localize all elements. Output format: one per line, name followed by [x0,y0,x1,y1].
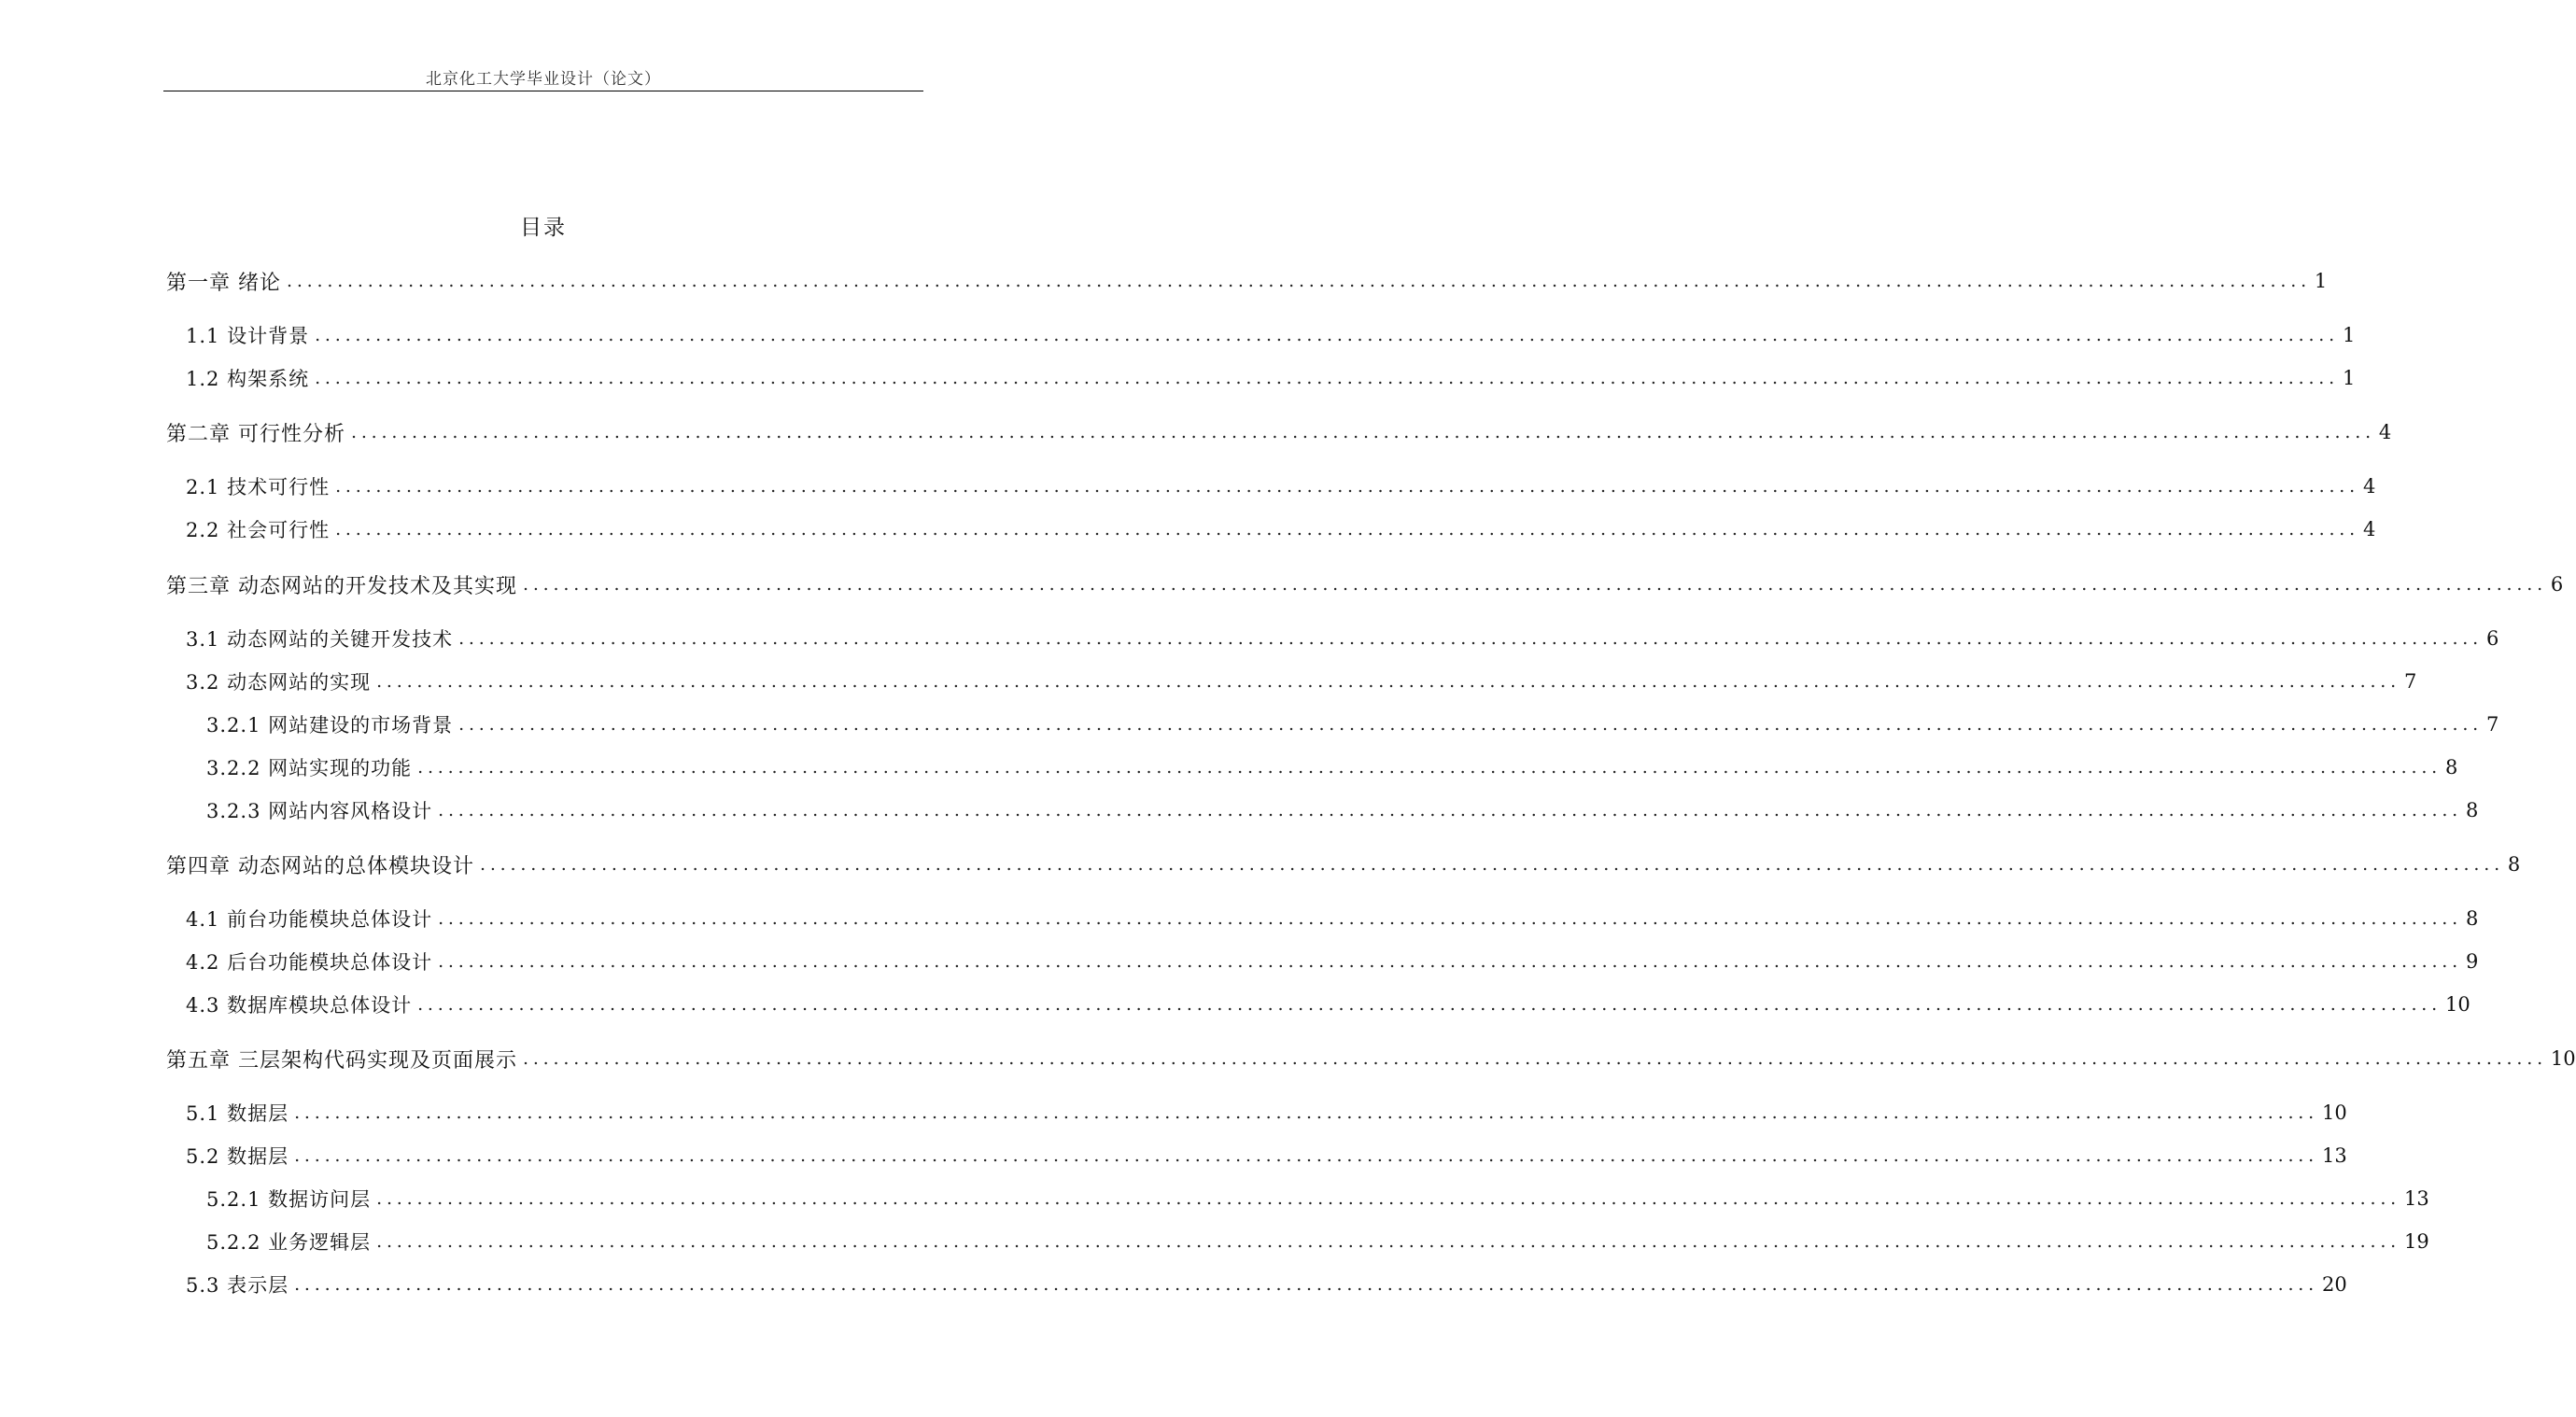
toc-entry-section-1-2[interactable] [186,362,2356,394]
toc-entry-label: 4.3 数据库模块总体设计 [186,994,413,1017]
toc-entry-chapter-4[interactable] [166,849,2521,880]
toc-entry-page: 8 [2507,853,2521,876]
toc-entry-subsection-3-2-1[interactable] [206,708,2499,740]
toc-entry-label: 5.3 表示层 [186,1274,289,1297]
toc-entry-page: 10 [2550,1047,2576,1070]
toc-entry-chapter-2[interactable] [166,416,2392,448]
toc-entry-label: 4.1 前台功能模块总体设计 [186,908,433,931]
toc-dot-leader: ........................................................................................................................................................................................................ [523,574,2547,595]
toc-dot-leader: ........................................................................................................................................................................................................ [287,271,2311,291]
toc-dot-leader: ........................................................................................................................................................................................................ [417,757,2442,778]
toc-dot-leader: ........................................................................................................................................................................................................ [294,1102,2318,1123]
toc-entry-section-4-2[interactable] [186,946,2479,977]
toc-entry-label: 1.2 构架系统 [186,368,310,390]
toc-entry-label: 3.2.1 网站建设的市场背景 [206,714,454,737]
toc-entry-label: 5.2.2 业务逻辑层 [206,1231,372,1254]
toc-entry-label: 第一章 绪论 [166,271,281,295]
toc-dot-leader: ........................................................................................................................................................................................................ [294,1274,2318,1295]
toc-entry-label: 3.1 动态网站的关键开发技术 [186,628,454,651]
toc-dot-leader: ........................................................................................................................................................................................................ [438,951,2462,972]
toc-entry-subsection-3-2-3[interactable] [206,794,2479,826]
toc-entry-label: 第三章 动态网站的开发技术及其实现 [166,574,517,598]
toc-entry-section-4-1[interactable] [186,903,2479,934]
toc-dot-leader: ........................................................................................................................................................................................................ [376,671,2400,692]
toc-entry-page: 1 [2343,367,2356,389]
toc-dot-leader: ........................................................................................................................................................................................................ [335,519,2359,540]
toc-entry-label: 5.1 数据层 [186,1102,289,1125]
toc-entry-chapter-5[interactable] [166,1043,2576,1074]
toc-entry-label: 4.2 后台功能模块总体设计 [186,951,433,974]
toc-dot-leader: ........................................................................................................................................................................................................ [458,628,2483,649]
toc-dot-leader: ........................................................................................................................................................................................................ [417,994,2442,1015]
toc-entry-page: 6 [2550,573,2564,596]
running-header: 北京化工大学毕业设计（论文） [426,70,661,89]
toc-entry-label: 5.2.1 数据访问层 [206,1188,372,1211]
toc-entry-page: 20 [2322,1273,2347,1296]
toc-entry-page: 4 [2378,421,2392,443]
toc-dot-leader: ........................................................................................................................................................................................................ [315,368,2339,388]
toc-entry-section-5-1[interactable] [186,1097,2347,1129]
toc-entry-section-2-1[interactable] [186,470,2376,502]
toc-entry-section-3-2[interactable] [186,666,2417,697]
toc-entry-label: 3.2 动态网站的实现 [186,671,372,694]
toc-entry-page: 13 [2404,1187,2429,1210]
toc-dot-leader: ........................................................................................................................................................................................................ [351,422,2375,442]
toc-entry-label: 第四章 动态网站的总体模块设计 [166,854,474,878]
toc-dot-leader: ........................................................................................................................................................................................................ [458,714,2484,735]
toc-dot-leader: ........................................................................................................................................................................................................ [335,476,2359,497]
toc-entry-page: 1 [2343,324,2356,346]
toc-entry-label: 2.1 技术可行性 [186,476,331,498]
toc-entry-subsection-5-2-2[interactable] [206,1226,2429,1257]
toc-entry-page: 7 [2486,713,2499,736]
toc-entry-section-5-3[interactable] [186,1269,2347,1300]
toc-dot-leader: ........................................................................................................................................................................................................ [294,1145,2318,1166]
toc-entry-label: 2.2 社会可行性 [186,519,331,541]
toc-entry-label: 第五章 三层架构代码实现及页面展示 [166,1048,517,1073]
toc-entry-label: 3.2.2 网站实现的功能 [206,757,413,779]
toc-entry-section-5-2[interactable] [186,1140,2347,1171]
toc-entry-chapter-3[interactable] [166,568,2564,600]
toc-entry-page: 8 [2466,907,2479,930]
toc-dot-leader: ........................................................................................................................................................................................................ [438,800,2463,821]
toc-entry-page: 7 [2404,670,2417,693]
toc-dot-leader: ........................................................................................................................................................................................................ [523,1048,2547,1069]
toc-entry-subsection-5-2-1[interactable] [206,1183,2429,1214]
toc-entry-chapter-1[interactable] [166,265,2328,297]
toc-entry-label: 第二章 可行性分析 [166,422,345,446]
toc-dot-leader: ........................................................................................................................................................................................................ [438,908,2462,929]
toc-title: 目录 [520,216,567,240]
toc-entry-page: 10 [2445,993,2470,1016]
toc-dot-leader: ........................................................................................................................................................................................................ [480,854,2504,875]
toc-entry-section-3-1[interactable] [186,623,2499,654]
toc-dot-leader: ........................................................................................................................................................................................................ [376,1188,2401,1209]
toc-entry-page: 13 [2322,1144,2347,1167]
toc-entry-page: 10 [2322,1101,2347,1124]
toc-entry-section-4-3[interactable] [186,989,2470,1020]
toc-entry-page: 9 [2466,950,2479,973]
toc-dot-leader: ........................................................................................................................................................................................................ [376,1231,2401,1252]
toc-entry-page: 6 [2486,627,2499,650]
toc-entry-label: 3.2.3 网站内容风格设计 [206,800,433,822]
toc-dot-leader: ........................................................................................................................................................................................................ [315,325,2339,345]
toc-entry-subsection-3-2-2[interactable] [206,751,2458,783]
toc-entry-section-2-2[interactable] [186,513,2376,545]
toc-entry-page: 8 [2466,799,2479,821]
toc-entry-section-1-1[interactable] [186,319,2356,351]
toc-entry-page: 4 [2363,518,2376,540]
toc-entry-page: 19 [2404,1230,2429,1253]
toc-entry-page: 8 [2445,756,2458,779]
toc-entry-label: 5.2 数据层 [186,1145,289,1168]
toc-entry-label: 1.1 设计背景 [186,325,310,347]
toc-entry-page: 1 [2314,270,2328,292]
toc-entry-page: 4 [2363,475,2376,498]
